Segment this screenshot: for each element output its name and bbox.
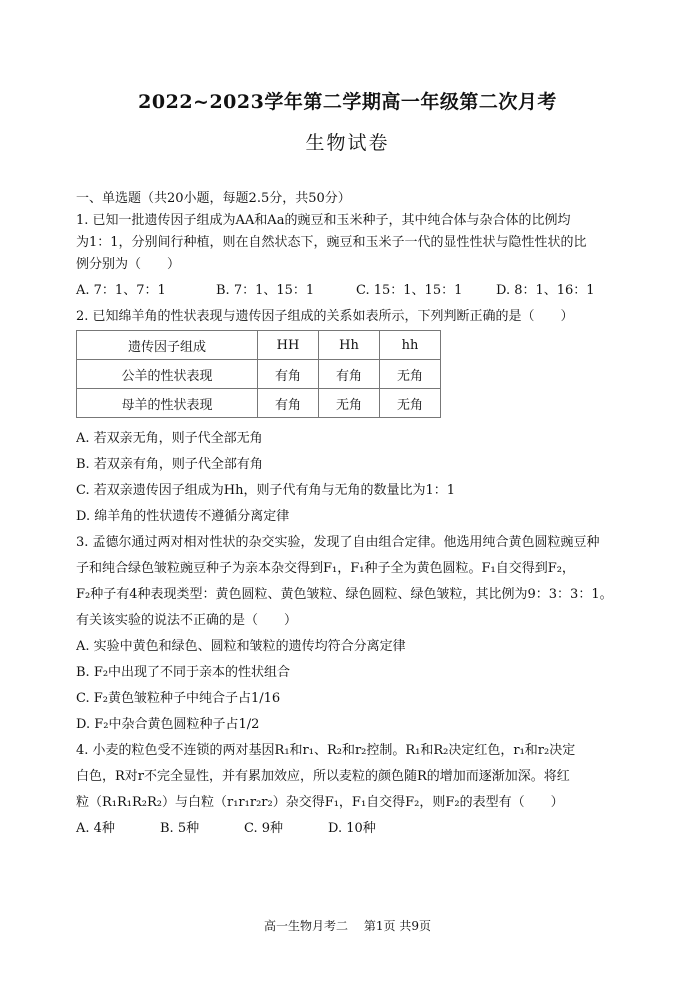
table-cell: 无角 [319,389,380,418]
table-row [77,389,441,418]
table-cell: 无角 [380,389,441,418]
q1-line-2: 为1：1，分别间行种植，则在自然状态下，豌豆和玉米子一代的显性性状与隐性性状的比 [76,235,587,250]
q3-option-c: C. F₂黄色皱粒种子中纯合子占1/16 [76,691,281,706]
q3-option-b: B. F₂中出现了不同于亲本的性状组合 [76,665,291,680]
q1-option-d: D. 8：1、16：1 [496,283,595,298]
q4-option-d: D. 10种 [328,821,376,836]
exam-title: 2022~2023学年第二学期高一年级第二次月考 [138,91,557,113]
exam-content [76,188,621,844]
q2-option-b: B. 若双亲有角，则子代全部有角 [76,457,263,472]
q3-line-3: F₂种子有4种表现类型：黄色圆粒、黄色皱粒、绿色圆粒、绿色皱粒，其比例为9：3：3：1。 [76,587,613,602]
q4-line-1: 4. 小麦的粒色受不连锁的两对基因R₁和r₁、R₂和r₂控制。R₁和R₂决定红色，r₁和r₂决定 [76,743,576,758]
footer-page-number: 第1页 共9页 [363,919,431,933]
table-header-cell: HH [258,331,319,360]
table-header-cell: Hh [319,331,380,360]
question-4 [76,740,621,844]
q1-option-a: A. 7：1、7：1 [76,283,166,298]
table-cell: 母羊的性状表现 [77,389,258,418]
q3-option-d: D. F₂中杂合黄色圆粒种子占1/2 [76,717,260,732]
q4-option-c: C. 9种 [244,821,284,836]
table-cell: 有角 [258,389,319,418]
table-cell: 公羊的性状表现 [77,360,258,389]
q1-line-1: 1. 已知一批遗传因子组成为AA和Aa的豌豆和玉米种子，其中纯合体与杂合体的比例均 [76,213,571,228]
question-1 [76,210,621,306]
exam-subtitle: 生物试卷 [305,132,390,154]
q4-line-2: 白色，R对r不完全显性，并有累加效应，所以麦粒的颜色随R的增加而逐渐加深。将红 [76,769,570,784]
page-footer [0,917,695,934]
table-header-row [77,331,441,360]
question-2 [76,306,621,532]
table-cell: 无角 [380,360,441,389]
q3-line-4: 有关该实验的说法不正确的是（ ） [76,613,298,628]
q3-line-1: 3. 孟德尔通过两对相对性状的杂交实验，发现了自由组合定律。他选用纯合黄色圆粒豌豆种 [76,535,600,550]
trait-table [76,330,441,418]
q2-option-a: A. 若双亲无角，则子代全部无角 [76,431,263,446]
q2-option-c: C. 若双亲遗传因子组成为Hh，则子代有角与无角的数量比为1：1 [76,483,455,498]
q4-option-a: A. 4种 [76,821,115,836]
q2-option-d: D. 绵羊角的性状遗传不遵循分离定律 [76,509,290,524]
q4-line-3: 粒（R₁R₁R₂R₂）与白粒（r₁r₁r₂r₂）杂交得F₁，F₁自交得F₂，则F₂的表型有（ ） [76,795,564,810]
table-header-cell: 遗传因子组成 [77,331,258,360]
q3-option-a: A. 实验中黄色和绿色、圆粒和皱粒的遗传均符合分离定律 [76,639,406,654]
q3-line-2: 子和纯合绿色皱粒豌豆种子为亲本杂交得到F₁，F₁种子全为黄色圆粒。F₁自交得到F₂， [76,561,575,576]
q1-option-c: C. 15：1、15：1 [356,283,463,298]
q4-options [76,818,621,844]
table-row [77,360,441,389]
q1-line-3: 例分别为（ ） [76,257,181,272]
table-cell: 有角 [258,360,319,389]
section-heading: 一、单选题（共20小题，每题2.5分，共50分） [76,191,351,206]
table-header-cell: hh [380,331,441,360]
q1-option-b: B. 7：1、15：1 [216,283,315,298]
q1-options [76,280,621,306]
q4-option-b: B. 5种 [160,821,200,836]
question-3 [76,532,621,740]
q2-stem: 2. 已知绵羊角的性状表现与遗传因子组成的关系如表所示，下列判断正确的是（ ） [76,309,574,324]
footer-exam-name: 高一生物月考二 [264,919,349,933]
table-cell: 有角 [319,360,380,389]
